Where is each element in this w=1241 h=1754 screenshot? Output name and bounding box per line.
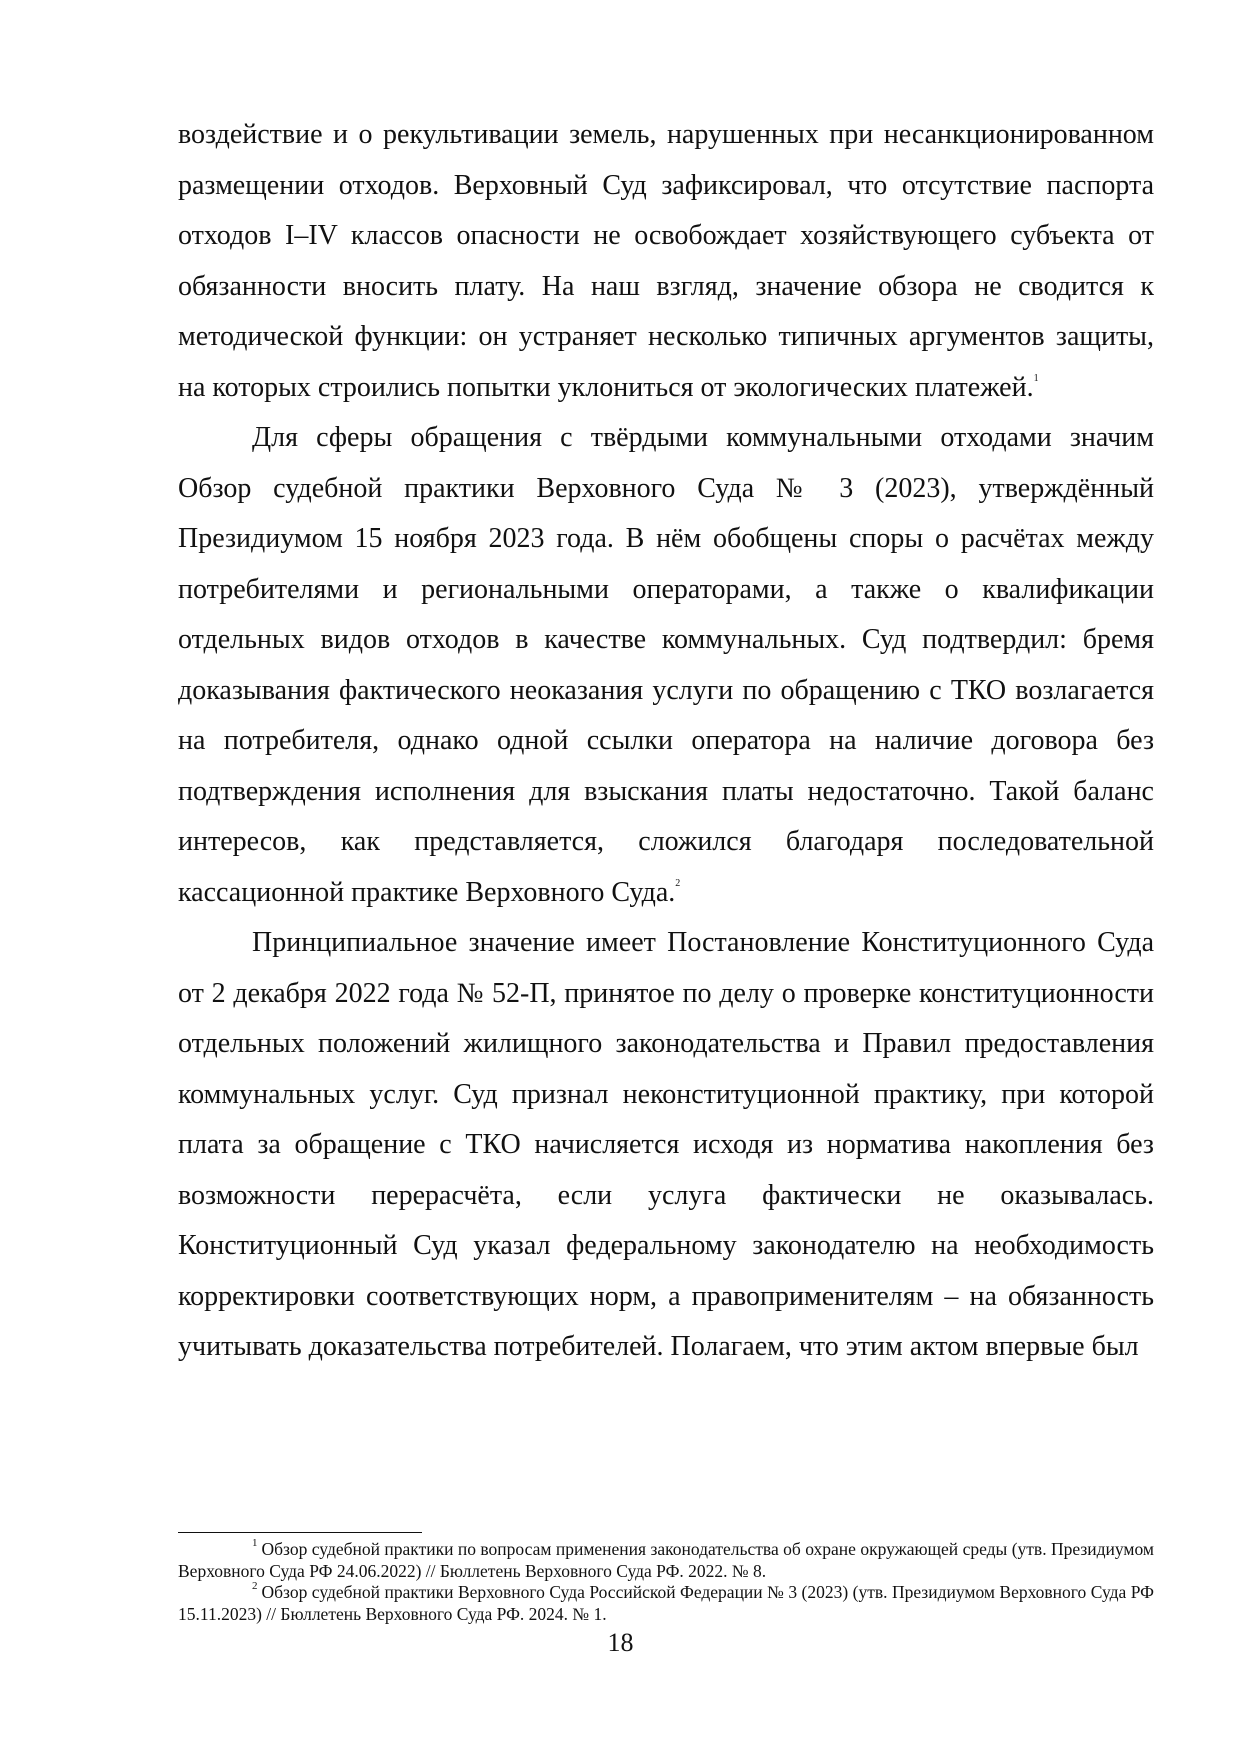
paragraph-3 (178, 918, 1154, 1373)
page-number: 18 (607, 1628, 634, 1657)
paragraph-3-text: Принципиальное значение имеет Постановление Конституционного Суда от 2 декабря 2022 года № 52-П, принятое по делу о проверке конституционности отдельных положений жилищного законодательства и Правил предоставления коммунальных услуг. Суд признал неконституционной практику, при которой плата за обращение с ТКО начисляется исходя из норматива накопления без возможности перерасчёта, если услуга фактически не оказывалась. Конституционный Суд указал федеральному законодателю на необходимость корректировки соответствующих норм, а правоприменителям – на обязанность учитывать доказательства потребителей. Полагаем, что этим актом впервые был (178, 927, 1154, 1362)
footnote-1 (178, 1539, 1154, 1582)
paragraph-2-text: Для сферы обращения с твёрдыми коммунальными отходами значим Обзор судебной практики Верховного Суда № 3 (2023), утверждённый Президиумом 15 ноября 2023 года. В нём обобщены споры о расчётах между потребителями и региональными операторами, а также о квалификации отдельных видов отходов в качестве коммунальных. Суд подтвердил: бремя доказывания фактического неоказания услуги по обращению с ТКО возлагается на потребителя, однако одной ссылки оператора на наличие договора без подтверждения исполнения для взыскания платы недостаточно. Такой баланс интересов, как представляется, сложился благодаря последовательной кассационной практике Верховного Суда. (178, 422, 1154, 908)
body-text (178, 110, 1154, 1373)
paragraph-1-text: воздействие и о рекультивации земель, нарушенных при несанкционированном размещении отходов. Верховный Суд зафиксировал, что отсутствие паспорта отходов I–IV классов опасности не освобождает хозяйствующего субъекта от обязанности вносить плату. На наш взгляд, значение обзора не сводится к методической функции: он устраняет несколько типичных аргументов защиты, на которых строились попытки уклониться от экологических платежей. (178, 119, 1154, 403)
footnote-1-text: Обзор судебной практики по вопросам применения законодательства об охране окружающей среды (утв. Президиумом Верховного Суда РФ 24.06.2022) // Бюллетень Верховного Суда РФ. 2022. № 8. (178, 1539, 1154, 1581)
footnote-2 (178, 1582, 1154, 1625)
paragraph-2 (178, 413, 1154, 918)
footnotes (178, 1539, 1154, 1625)
paragraph-1 (178, 110, 1154, 413)
footnote-2-number: 2 (252, 1580, 258, 1593)
footnote-1-number: 1 (252, 1537, 258, 1550)
footnote-ref-2[interactable]: 2 (675, 878, 681, 890)
footnote-ref-1[interactable]: 1 (1033, 373, 1039, 385)
footnote-separator (178, 1532, 422, 1533)
footnote-2-text: Обзор судебной практики Верховного Суда Российской Федерации № 3 (2023) (утв. Президиумом Верховного Суда РФ 15.11.2023) // Бюллетень Верховного Суда РФ. 2024. № 1. (178, 1582, 1154, 1624)
